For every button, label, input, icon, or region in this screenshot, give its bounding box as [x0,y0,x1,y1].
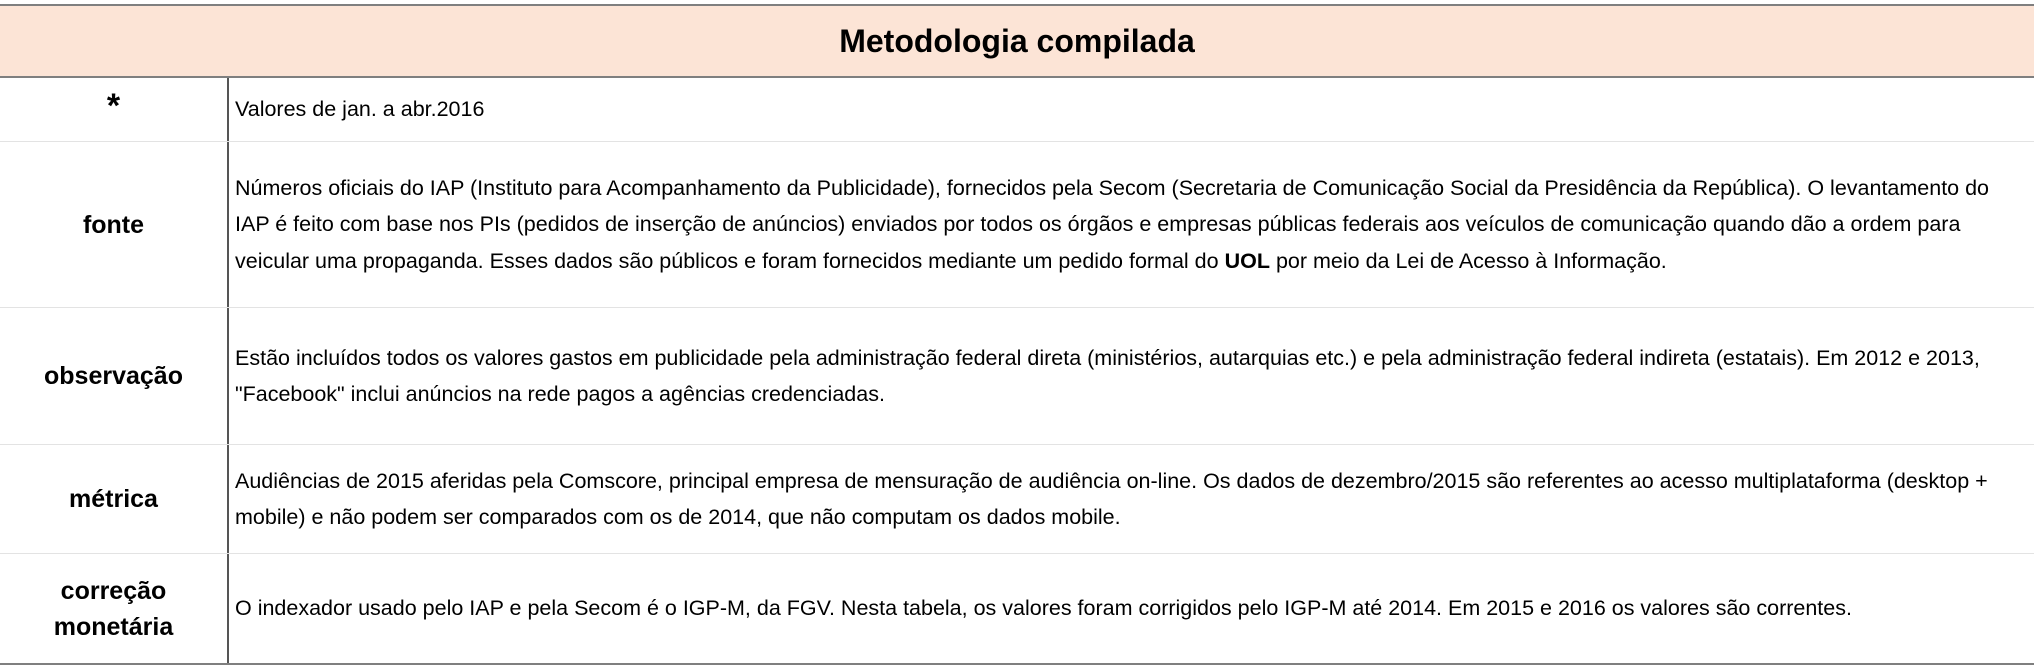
row-label [0,554,229,663]
table-row [0,554,2034,665]
row-label: observação [0,308,229,444]
table-row [0,142,2034,308]
row-label: métrica [0,445,229,553]
row-label: fonte [0,142,229,307]
row-content [229,554,2034,663]
row-content [229,142,2034,307]
row-content [229,445,2034,553]
row-content [229,78,2034,141]
sheet-title: Metodologia compilada [0,4,2034,78]
table-row [0,78,2034,142]
row-text: Audiências de 2015 aferidas pela Comscore, principal empresa de mensuração de audiência on-line. Os dados de dezembro/2015 são referentes ao acesso multiplataforma (desktop + mobile) e não podem ser comparados com os de 2014, que não computam os dados mobile. [235,468,1988,529]
row-text: Valores de jan. a abr.2016 [235,97,485,122]
row-text-part: Números oficiais do IAP (Instituto para Acompanhamento da Publicidade), fornecidos pela Secom (Secretaria de Comunicação Social da Presidência da República). O levantamento do IAP é feito com base nos PIs (pedidos de inserção de anúncios) enviados por todos os órgãos e empresas públicas federais aos veículos de comunicação quando dão a ordem para veicular uma propaganda. Esses dados são públicos e foram fornecidos mediante um pedido formal do [235,175,1990,273]
table-row [0,308,2034,445]
row-text-part: por meio da Lei de Acesso à Informação. [1269,248,1667,273]
row-text: O indexador usado pelo IAP e pela Secom é o IGP-M, da FGV. Nesta tabela, os valores foram corrigidos pelo IGP-M até 2014. Em 2015 e 2016 os valores são correntes. [235,596,1852,621]
row-text: Estão incluídos todos os valores gastos em publicidade pela administração federal direta (ministérios, autarquias etc.) e pela administração federal indireta (estatais). Em 2012 e 2013, "Facebook" inclui anúncios na rede pagos a agências credenciadas. [235,345,1980,406]
row-label-line: correção [60,576,167,605]
table-row [0,445,2034,554]
row-label-line: monetária [53,612,174,641]
row-label: * [0,78,229,141]
row-content [229,308,2034,444]
row-text [235,170,2026,280]
row-text-bold: UOL [1224,248,1270,273]
